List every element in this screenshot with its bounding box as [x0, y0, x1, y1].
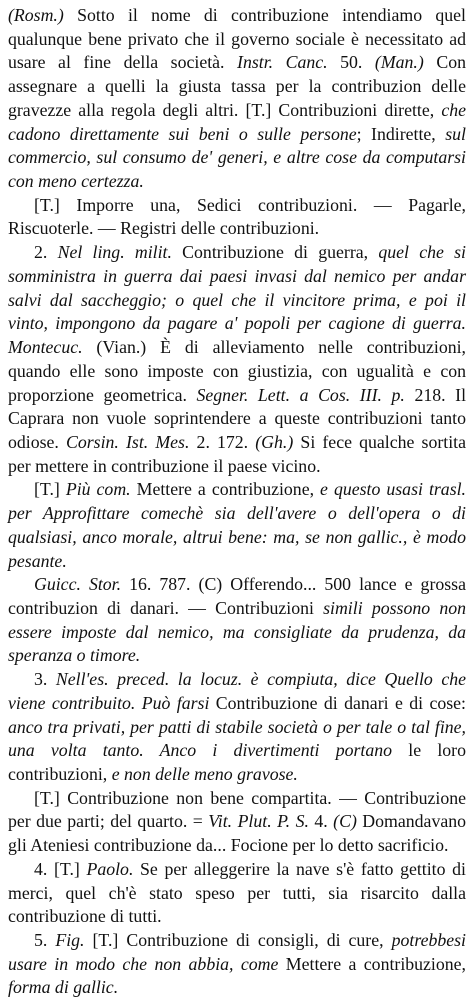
italic-text: Corsin. Ist. Mes.: [66, 431, 190, 452]
text-segment: [T.] Imporre una, Sedici contribuzioni. — Pagarle, Riscuoterle. — Registri delle contribuzioni.: [8, 194, 466, 239]
entry-paragraph: [8, 194, 466, 241]
italic-text: Nel ling. milit.: [57, 242, 172, 263]
italic-text: anco tra privati, per patti di stabile società o per tale o tal fine, una volta tanto. Anco i divertimenti portano: [8, 716, 466, 761]
italic-text: Più com.: [65, 479, 131, 500]
entry-paragraph: [8, 929, 466, 1000]
italic-text: Vit. Plut. P. S.: [208, 811, 309, 832]
italic-text: sul commercio, sul consumo de' generi, e altre cose da computarsi con meno certezza.: [8, 123, 466, 192]
text-segment: Con assegnare a quelli la giusta tassa per la contribuzion delle gravezze alla regola degli altri. [T.] Contribuzioni dirette,: [8, 52, 466, 120]
italic-text: e non delle meno gravose.: [111, 764, 298, 784]
text-segment: Se per alleggerire la nave s'è fatto gettito di merci, quel ch'è stato speso per tutti, sia risarcito dalla contribuzione di tutti.: [8, 858, 466, 927]
text-segment: 3.: [34, 669, 56, 690]
text-segment: 4. [T.]: [34, 858, 87, 879]
italic-text: Paolo.: [86, 858, 134, 879]
text-segment: Mettere a contribuzione,: [130, 479, 321, 500]
entry-paragraph: [8, 241, 466, 478]
entry-paragraph: [8, 787, 466, 858]
italic-text: Nell'es. preced. la locuz. è compiuta, dice Quello che viene contribuito. Può farsi: [8, 669, 466, 713]
entry-paragraph: [8, 858, 466, 929]
italic-text: e questo usasi trasl. per Approfittare comechè sia dell'avere o dell'opera o di qualsiasi, anco morale, altrui bene: ma, se non gallic., è modo pesante.: [8, 479, 466, 571]
text-segment: Contribuzione di danari e di cose:: [209, 692, 466, 713]
text-segment: Domandavano gli Ateniesi contribuzione da... Focione per lo detto sacrificio.: [8, 811, 467, 856]
text-segment: 5.: [34, 930, 56, 951]
text-segment: le loro contribuzioni,: [8, 740, 466, 784]
text-segment: 218. Il Caprara non vuole soprintendere a queste contribuzioni tanto odiose.: [8, 384, 467, 452]
italic-text: quel che si somministra in guerra dai paesi invasi dal nemico per andar salvi dal saccheggio; o quel che il vincitore prima, e poi il vinto, impongono da pagare a' popoli per cagione di guerra. Montecuc.: [8, 242, 466, 358]
text-segment: [T.]: [34, 479, 66, 500]
text-segment: [T.] Contribuzione di consigli, di cure,: [84, 930, 392, 951]
italic-text: potrebbesi usare in modo che non abbia, come: [8, 930, 467, 974]
text-segment: 2.: [34, 242, 58, 263]
italic-text: che cadono direttamente sui beni o sulle persone: [8, 99, 466, 144]
text-segment: Contribuzione di guerra,: [171, 242, 379, 263]
text-segment: 16. 787. (C) Offerendo... 500 lance e grossa contribuzion di danari. — Contribuzioni: [8, 574, 466, 618]
italic-text: forma di gallic.: [8, 977, 119, 998]
italic-text: Segner. Lett. a Cos. III. p.: [196, 384, 405, 405]
text-segment: ; Indirette,: [356, 123, 446, 144]
text-segment: (Vian.) È di alleviamento nelle contribuzioni, quando elle sono imposte con giustizia, con ugualità e con proporzione geometrica.: [8, 337, 466, 405]
italic-text: (Rosm.): [8, 5, 64, 25]
italic-text: Instr. Canc.: [237, 52, 328, 73]
italic-text: (Man.): [374, 52, 424, 73]
entry-paragraph: [8, 478, 466, 573]
entry-paragraph: [8, 668, 466, 787]
italic-text: (C): [333, 811, 357, 832]
text-segment: 4.: [308, 811, 334, 832]
italic-text: simili possono non essere imposte dal nemico, ma consigliate da prudenza, da speranza o timore.: [8, 597, 466, 666]
italic-text: Fig.: [55, 930, 85, 951]
entry-paragraph: [8, 4, 466, 194]
text-segment: Mettere a contribuzione,: [278, 953, 466, 974]
text-segment: Si fece qualche sortita per mettere in contribuzione il paese vicino.: [8, 431, 466, 476]
text-segment: 2. 172.: [189, 431, 256, 452]
italic-text: (Gh.): [255, 431, 294, 452]
text-segment: [T.] Contribuzione non bene compartita. — Contribuzione per due parti; del quarto. =: [8, 787, 466, 832]
italic-text: Guicc. Stor.: [34, 574, 122, 595]
text-segment: Sotto il nome di contribuzione intendiamo quel qualunque bene privato che il governo sociale è necessitato ad usare al fine della società.: [8, 5, 466, 73]
entry-paragraph: [8, 573, 466, 668]
text-segment: 50.: [327, 52, 375, 73]
